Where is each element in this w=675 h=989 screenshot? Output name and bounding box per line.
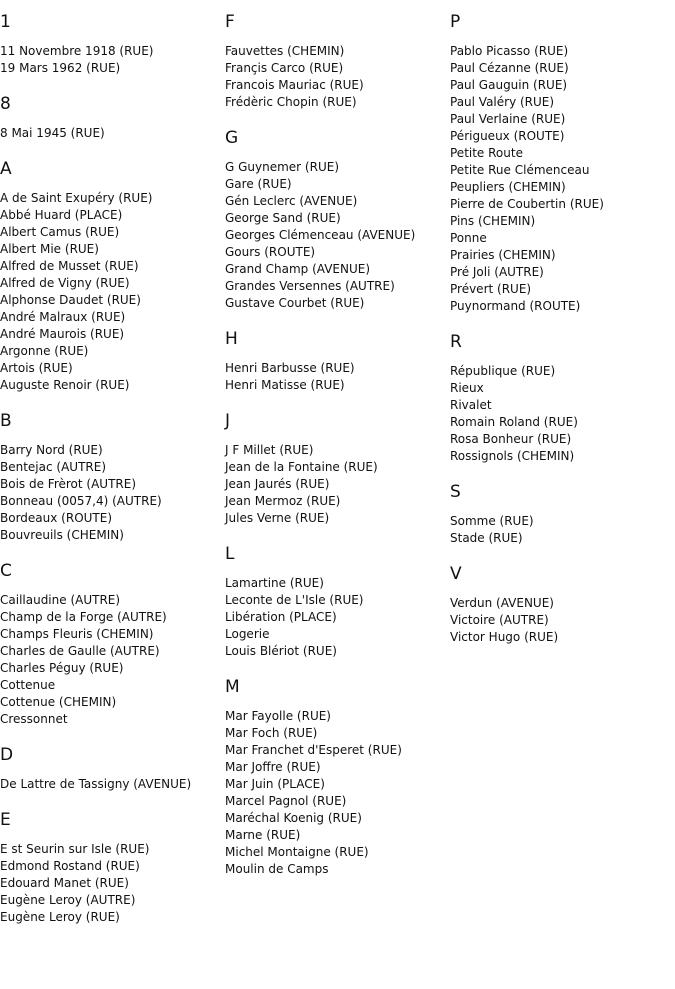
street-item: Logerie	[225, 627, 270, 641]
street-item: Fauvettes (CHEMIN)	[225, 44, 345, 58]
street-item: Somme (RUE)	[450, 514, 534, 528]
street-item: Lamartine (RUE)	[225, 576, 324, 590]
street-list	[225, 708, 450, 878]
street-item: Petite Route	[450, 146, 523, 160]
street-list	[450, 513, 675, 547]
street-item: Mar Franchet d'Esperet (RUE)	[225, 743, 402, 757]
letter-section	[0, 12, 225, 77]
street-item: Prairies (CHEMIN)	[450, 248, 556, 262]
street-item: Pierre de Coubertin (RUE)	[450, 197, 604, 211]
street-item: Rosa Bonheur (RUE)	[450, 432, 572, 446]
street-item: Rieux	[450, 381, 484, 395]
street-item: Prévert (RUE)	[450, 282, 532, 296]
street-item: Verdun (AVENUE)	[450, 596, 554, 610]
street-item: Alphonse Daudet (RUE)	[0, 293, 141, 307]
letter-section	[225, 411, 450, 527]
street-list	[0, 43, 225, 77]
street-item: Romain Roland (RUE)	[450, 415, 578, 429]
street-item: Albert Mie (RUE)	[0, 242, 99, 256]
section-letter-heading: C	[0, 561, 12, 581]
street-list	[225, 575, 450, 660]
index-column-1	[0, 12, 225, 943]
street-item: Puynormand (ROUTE)	[450, 299, 581, 313]
letter-section	[225, 329, 450, 394]
letter-section	[450, 564, 675, 646]
street-item: Jean Mermoz (RUE)	[225, 494, 341, 508]
street-item: Françis Carco (RUE)	[225, 61, 344, 75]
street-list	[225, 442, 450, 527]
street-item: Jean de la Fontaine (RUE)	[225, 460, 378, 474]
letter-section	[0, 411, 225, 544]
street-item: République (RUE)	[450, 364, 556, 378]
section-letter-heading: S	[450, 482, 461, 502]
section-letter-heading: F	[225, 12, 235, 32]
street-item: Maréchal Koenig (RUE)	[225, 811, 362, 825]
street-item: Pablo Picasso (RUE)	[450, 44, 569, 58]
section-letter-heading: V	[450, 564, 462, 584]
section-letter-heading: M	[225, 677, 240, 697]
street-item: 19 Mars 1962 (RUE)	[0, 61, 121, 75]
letter-section	[0, 94, 225, 142]
street-item: Paul Cézanne (RUE)	[450, 61, 569, 75]
letter-section	[0, 561, 225, 728]
letter-section	[225, 544, 450, 660]
street-item: Libération (PLACE)	[225, 610, 337, 624]
section-letter-heading: J	[225, 411, 231, 431]
street-list	[0, 125, 225, 142]
street-item: André Maurois (RUE)	[0, 327, 125, 341]
street-item: Cottenue (CHEMIN)	[0, 695, 117, 709]
street-item: Peupliers (CHEMIN)	[450, 180, 566, 194]
street-item: André Malraux (RUE)	[0, 310, 126, 324]
street-item: Argonne (RUE)	[0, 344, 89, 358]
street-item: Bouvreuils (CHEMIN)	[0, 528, 124, 542]
street-item: Rivalet	[450, 398, 492, 412]
letter-section	[225, 12, 450, 111]
street-item: Caillaudine (AUTRE)	[0, 593, 121, 607]
street-item: G Guynemer (RUE)	[225, 160, 339, 174]
letter-section	[225, 677, 450, 878]
street-list	[0, 190, 225, 394]
street-item: A de Saint Exupéry (RUE)	[0, 191, 153, 205]
street-item: Bordeaux (ROUTE)	[0, 511, 113, 525]
street-list	[450, 595, 675, 646]
section-letter-heading: E	[0, 810, 11, 830]
street-item: Edouard Manet (RUE)	[0, 876, 129, 890]
index-column-3	[450, 12, 675, 663]
letter-section	[0, 810, 225, 926]
section-letter-heading: A	[0, 159, 12, 179]
street-item: Paul Valéry (RUE)	[450, 95, 555, 109]
street-list	[225, 43, 450, 111]
letter-section	[450, 332, 675, 465]
street-item: Grandes Versennes (AUTRE)	[225, 279, 395, 293]
street-item: Rossignols (CHEMIN)	[450, 449, 575, 463]
street-item: Louis Blériot (RUE)	[225, 644, 337, 658]
letter-section	[450, 482, 675, 547]
section-letter-heading: R	[450, 332, 462, 352]
street-item: Charles de Gaulle (AUTRE)	[0, 644, 160, 658]
section-letter-heading: H	[225, 329, 238, 349]
section-letter-heading: B	[0, 411, 12, 431]
street-item: Gare (RUE)	[225, 177, 292, 191]
street-item: Edmond Rostand (RUE)	[0, 859, 140, 873]
street-item: Barry Nord (RUE)	[0, 443, 103, 457]
street-item: Pré Joli (AUTRE)	[450, 265, 544, 279]
street-item: Périgueux (ROUTE)	[450, 129, 565, 143]
street-item: Gustave Courbet (RUE)	[225, 296, 365, 310]
street-item: Alfred de Musset (RUE)	[0, 259, 139, 273]
street-item: Jules Verne (RUE)	[225, 511, 330, 525]
street-item: E st Seurin sur Isle (RUE)	[0, 842, 150, 856]
street-item: Alfred de Vigny (RUE)	[0, 276, 130, 290]
street-item: Cottenue	[0, 678, 56, 692]
street-item: Jean Jaurés (RUE)	[225, 477, 330, 491]
section-letter-heading: G	[225, 128, 239, 148]
street-list	[225, 360, 450, 394]
street-item: Ponne	[450, 231, 487, 245]
street-item: Champs Fleuris (CHEMIN)	[0, 627, 154, 641]
street-item: Henri Barbusse (RUE)	[225, 361, 355, 375]
street-item: Mar Juin (PLACE)	[225, 777, 325, 791]
street-item: Moulin de Camps	[225, 862, 329, 876]
street-item: Abbé Huard (PLACE)	[0, 208, 123, 222]
street-item: 11 Novembre 1918 (RUE)	[0, 44, 154, 58]
street-item: Victoire (AUTRE)	[450, 613, 549, 627]
street-list	[450, 43, 675, 315]
letter-section	[225, 128, 450, 312]
street-item: Bonneau (0057,4) (AUTRE)	[0, 494, 162, 508]
street-item: Bois de Frèrot (AUTRE)	[0, 477, 137, 491]
street-list	[0, 592, 225, 728]
street-item: 8 Mai 1945 (RUE)	[0, 126, 105, 140]
section-letter-heading: 8	[0, 94, 11, 114]
section-letter-heading: P	[450, 12, 461, 32]
street-item: Gén Leclerc (AVENUE)	[225, 194, 358, 208]
street-item: Michel Montaigne (RUE)	[225, 845, 369, 859]
street-item: Pins (CHEMIN)	[450, 214, 536, 228]
street-item: Henri Matisse (RUE)	[225, 378, 345, 392]
street-item: Eugène Leroy (RUE)	[0, 910, 120, 924]
street-item: Mar Fayolle (RUE)	[225, 709, 331, 723]
street-item: Mar Foch (RUE)	[225, 726, 318, 740]
street-item: Charles Péguy (RUE)	[0, 661, 124, 675]
street-item: De Lattre de Tassigny (AVENUE)	[0, 777, 192, 791]
street-list	[0, 442, 225, 544]
street-item: Albert Camus (RUE)	[0, 225, 120, 239]
street-item: J F Millet (RUE)	[225, 443, 314, 457]
street-item: Cressonnet	[0, 712, 68, 726]
street-item: Paul Verlaine (RUE)	[450, 112, 566, 126]
street-item: Marne (RUE)	[225, 828, 301, 842]
street-list	[0, 776, 225, 793]
street-item: Mar Joffre (RUE)	[225, 760, 321, 774]
street-item: Petite Rue Clémenceau	[450, 163, 590, 177]
letter-section	[0, 745, 225, 793]
street-item: Grand Champ (AVENUE)	[225, 262, 371, 276]
street-item: Champ de la Forge (AUTRE)	[0, 610, 167, 624]
street-item: George Sand (RUE)	[225, 211, 341, 225]
letter-section	[450, 12, 675, 315]
street-item: Artois (RUE)	[0, 361, 73, 375]
letter-section	[0, 159, 225, 394]
street-item: Bentejac (AUTRE)	[0, 460, 107, 474]
section-letter-heading: D	[0, 745, 14, 765]
street-item: Victor Hugo (RUE)	[450, 630, 559, 644]
street-item: Stade (RUE)	[450, 531, 523, 545]
street-item: Marcel Pagnol (RUE)	[225, 794, 347, 808]
section-letter-heading: L	[225, 544, 235, 564]
index-column-2	[225, 12, 450, 895]
street-item: Gours (ROUTE)	[225, 245, 316, 259]
street-list	[450, 363, 675, 465]
street-item: Leconte de L'Isle (RUE)	[225, 593, 364, 607]
street-item: Paul Gauguin (RUE)	[450, 78, 568, 92]
street-item: Eugène Leroy (AUTRE)	[0, 893, 136, 907]
street-list	[0, 841, 225, 926]
street-list	[225, 159, 450, 312]
street-item: Auguste Renoir (RUE)	[0, 378, 130, 392]
street-item: Georges Clémenceau (AVENUE)	[225, 228, 416, 242]
street-item: Francois Mauriac (RUE)	[225, 78, 364, 92]
section-letter-heading: 1	[0, 12, 11, 32]
street-item: Frédèric Chopin (RUE)	[225, 95, 357, 109]
